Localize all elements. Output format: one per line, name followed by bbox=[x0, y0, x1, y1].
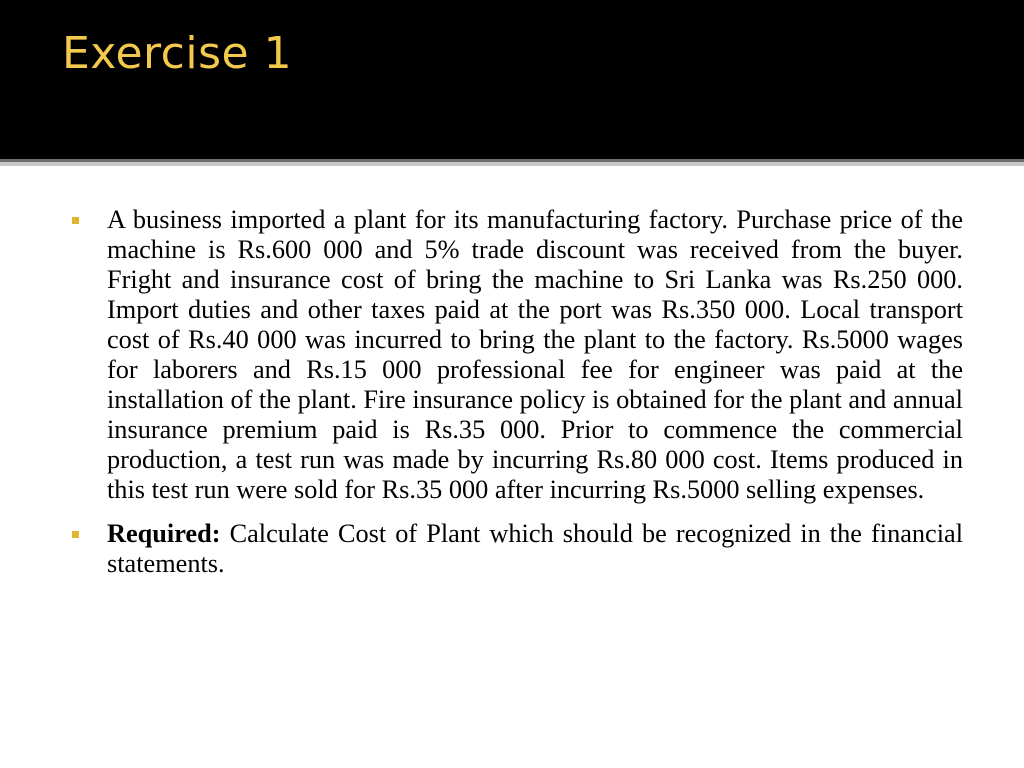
title-divider-shadow bbox=[0, 162, 1024, 166]
title-bar bbox=[0, 0, 1024, 159]
bullet-item-required bbox=[70, 519, 963, 579]
square-bullet-icon bbox=[72, 217, 79, 224]
slide-content bbox=[70, 205, 963, 579]
bullet-item-exercise bbox=[70, 205, 963, 505]
slide-title: Exercise 1 bbox=[62, 28, 293, 79]
square-bullet-icon bbox=[72, 531, 79, 538]
required-statement bbox=[107, 519, 963, 579]
required-text: Calculate Cost of Plant which should be recognized in the financial statements. bbox=[107, 519, 963, 578]
required-label: Required: bbox=[107, 519, 221, 548]
exercise-description: A business imported a plant for its manufacturing factory. Purchase price of the machine is Rs.600 000 and 5% trade discount was received from the buyer. Fright and insurance cost of bring the machine to Sri Lanka was Rs.250 000. Import duties and other taxes paid at the port was Rs.350 000. Local transport cost of Rs.40 000 was incurred to bring the plant to the factory. Rs.5000 wages for laborers and Rs.15 000 professional fee for engineer was paid at the installation of the plant. Fire insurance policy is obtained for the plant and annual insurance premium paid is Rs.35 000. Prior to commence the commercial production, a test run was made by incurring Rs.80 000 cost. Items produced in this test run were sold for Rs.35 000 after incurring Rs.5000 selling expenses. bbox=[107, 205, 963, 504]
